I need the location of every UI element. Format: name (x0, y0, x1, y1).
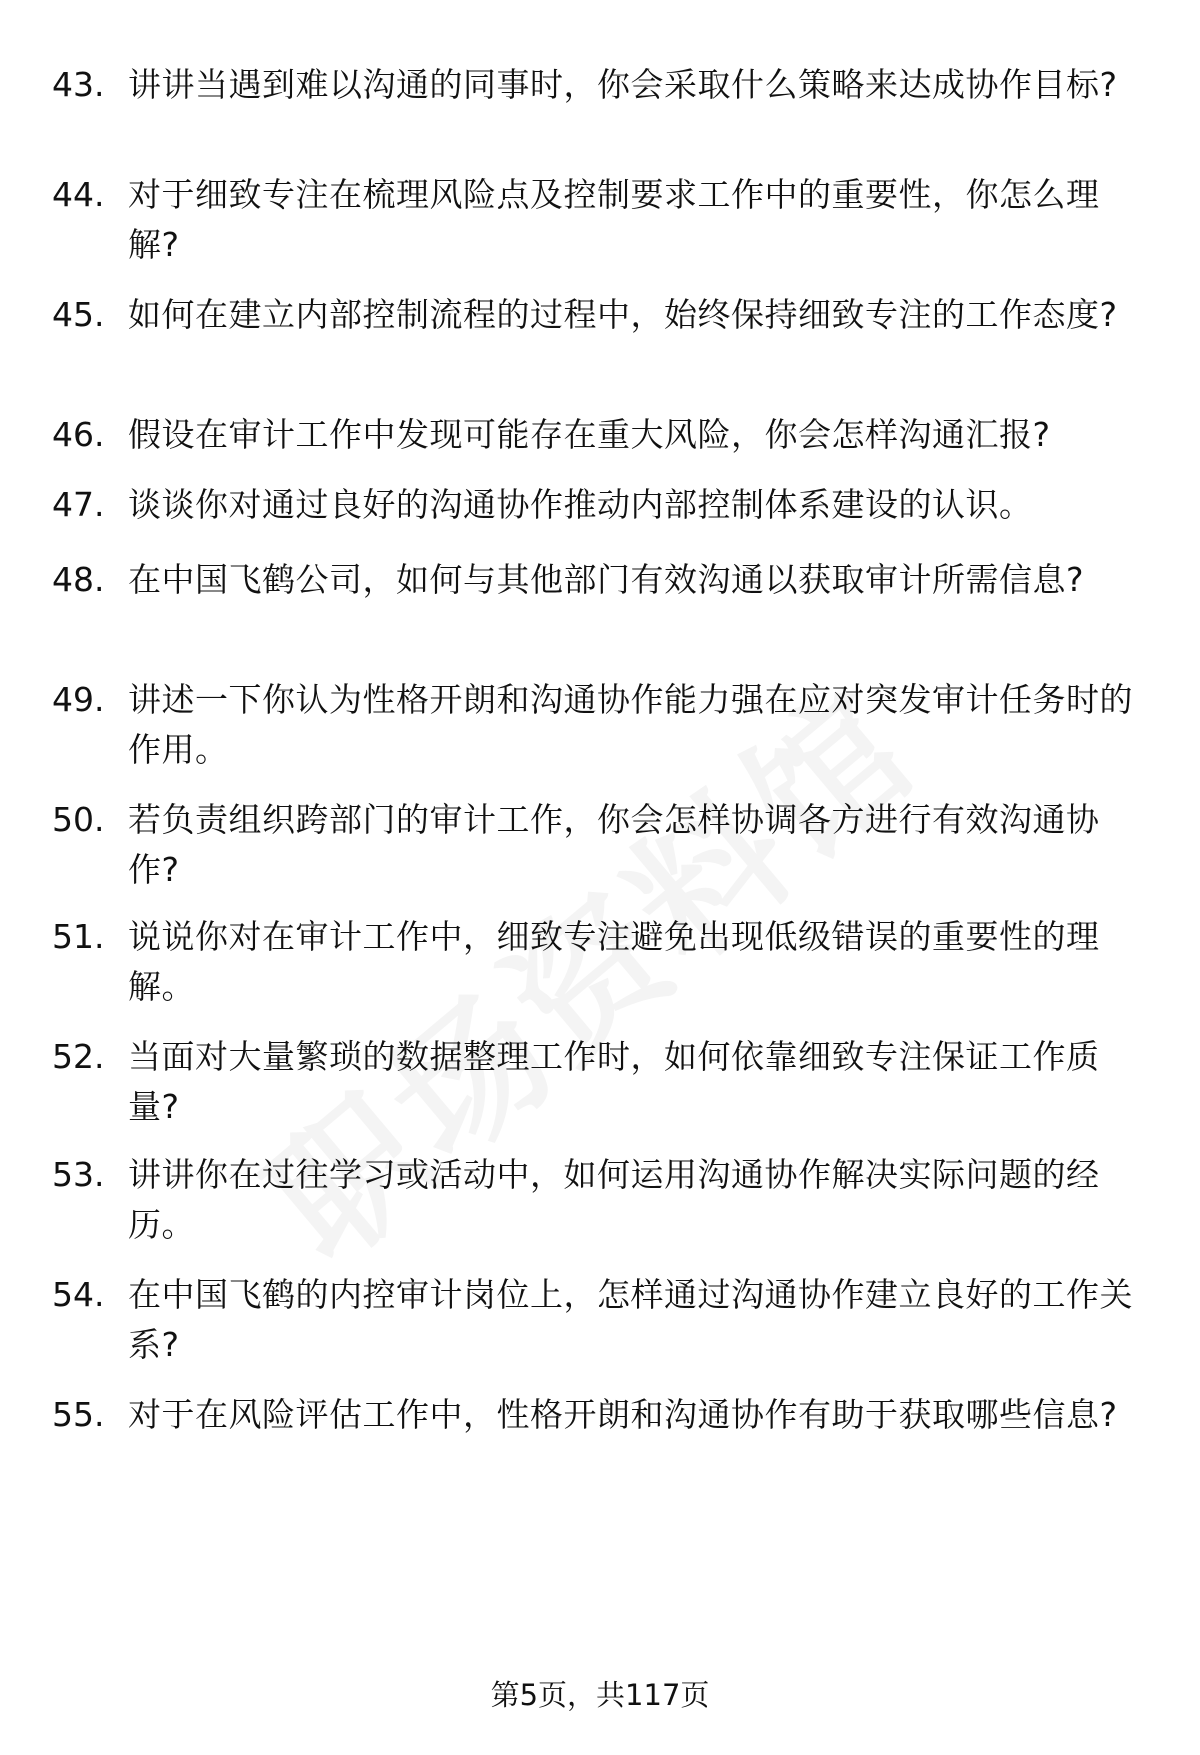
question-text: 说说你对在审计工作中，细致专注避免出现低级错误的重要性的理解。 (128, 917, 1100, 1006)
question-number: 54. (52, 1275, 105, 1314)
question-text: 讲讲当遇到难以沟通的同事时，你会采取什么策略来达成协作目标? (128, 65, 1118, 104)
question-number: 48. (52, 560, 105, 599)
question-number: 53. (52, 1155, 105, 1194)
question-number: 55. (52, 1395, 105, 1434)
page-footer: 第5页，共117页 (490, 1678, 710, 1712)
question-number: 47. (52, 485, 105, 524)
question-text: 谈谈你对通过良好的沟通协作推动内部控制体系建设的认识。 (128, 485, 1033, 524)
question-number: 43. (52, 65, 105, 104)
question-number: 44. (52, 175, 105, 214)
question-text: 假设在审计工作中发现可能存在重大风险，你会怎样沟通汇报? (128, 415, 1051, 454)
question-number: 50. (52, 800, 105, 839)
question-number: 46. (52, 415, 105, 454)
question-text: 讲讲你在过往学习或活动中，如何运用沟通协作解决实际问题的经历。 (128, 1155, 1100, 1244)
question-text: 若负责组织跨部门的审计工作，你会怎样协调各方进行有效沟通协作? (128, 800, 1100, 889)
question-number: 45. (52, 295, 105, 334)
question-text: 在中国飞鹤的内控审计岗位上，怎样通过沟通协作建立良好的工作关系? (128, 1275, 1133, 1364)
question-text: 当面对大量繁琐的数据整理工作时，如何依靠细致专注保证工作质量? (128, 1037, 1100, 1126)
question-number: 52. (52, 1037, 105, 1076)
question-number: 51. (52, 917, 105, 956)
question-number: 49. (52, 680, 105, 719)
question-text: 对于细致专注在梳理风险点及控制要求工作中的重要性，你怎么理解? (128, 175, 1100, 264)
question-text: 对于在风险评估工作中，性格开朗和沟通协作有助于获取哪些信息? (128, 1395, 1118, 1434)
question-text: 如何在建立内部控制流程的过程中，始终保持细致专注的工作态度? (128, 295, 1118, 334)
question-text: 在中国飞鹤公司，如何与其他部门有效沟通以获取审计所需信息? (128, 560, 1085, 599)
question-text: 讲述一下你认为性格开朗和沟通协作能力强在应对突发审计任务时的作用。 (128, 680, 1133, 769)
